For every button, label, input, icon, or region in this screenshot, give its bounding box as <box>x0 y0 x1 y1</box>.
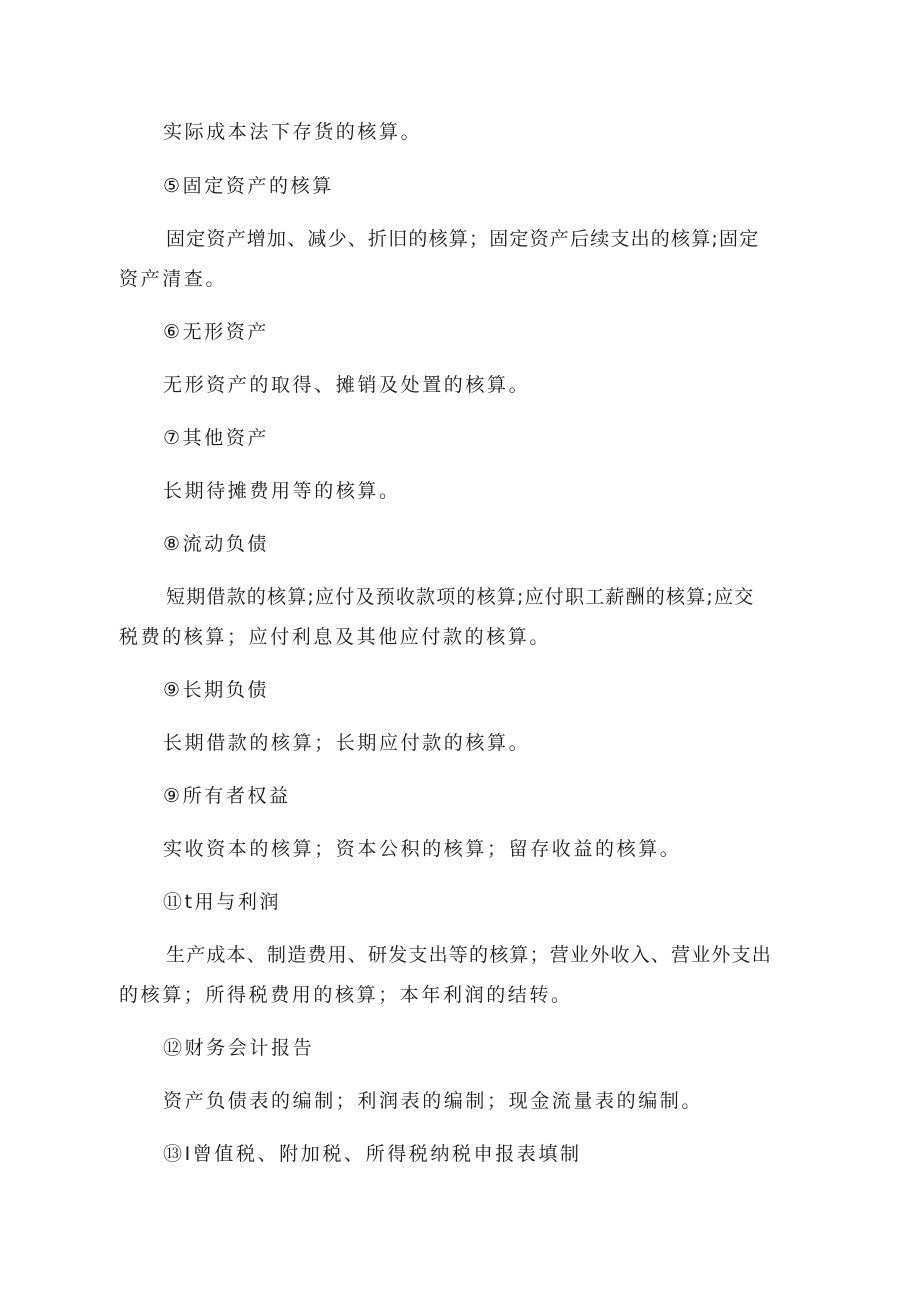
heading-financial-reports: ⑫财务会计报告 <box>163 1037 315 1059</box>
paragraph-current-liabilities-line1: 短期借款的核算;应付及预收款项的核算;应付职工薪酬的核算;应交 <box>166 586 755 608</box>
heading-tax-returns: ⑬I曾值税、附加税、所得税纳税申报表填制 <box>163 1143 582 1165</box>
heading-expenses-profit: ⑪t用与利润 <box>163 891 282 913</box>
heading-owners-equity: ⑨所有者权益 <box>163 785 291 807</box>
paragraph-current-liabilities-line2: 税费的核算；应付利息及其他应付款的核算。 <box>119 626 552 648</box>
heading-other-assets: ⑦其他资产 <box>163 427 270 449</box>
heading-intangible-assets: ⑥无形资产 <box>163 321 270 343</box>
paragraph-intangible-assets: 无形资产的取得、摊销及处置的核算。 <box>163 374 531 396</box>
paragraph-other-assets: 长期待摊费用等的核算。 <box>163 480 401 502</box>
paragraph-fixed-assets-line2: 资产清查。 <box>119 268 228 290</box>
paragraph-inventory-text: 实际成本法下存货的核算。 <box>163 121 423 143</box>
paragraph-financial-reports: 资产负债表的编制；利润表的编制；现金流量表的编制。 <box>163 1090 704 1112</box>
heading-current-liabilities: ⑧流动负债 <box>163 533 270 555</box>
heading-long-term-liabilities: ⑨长期负债 <box>163 679 270 701</box>
paragraph-expenses-profit-line2: 的核算；所得税费用的核算；本年利润的结转。 <box>119 984 573 1006</box>
paragraph-long-term-liabilities: 长期借款的核算；长期应付款的核算。 <box>163 732 531 754</box>
paragraph-expenses-profit-line1: 生产成本、制造费用、研发支出等的核算；营业外收入、营业外支出 <box>166 944 773 966</box>
heading-fixed-assets: ⑤固定资产的核算 <box>163 175 334 197</box>
paragraph-owners-equity: 实收资本的核算；资本公积的核算；留存收益的核算。 <box>163 838 682 860</box>
paragraph-fixed-assets-line1: 固定资产增加、减少、折旧的核算；固定资产后续支出的核算;固定 <box>166 228 760 250</box>
